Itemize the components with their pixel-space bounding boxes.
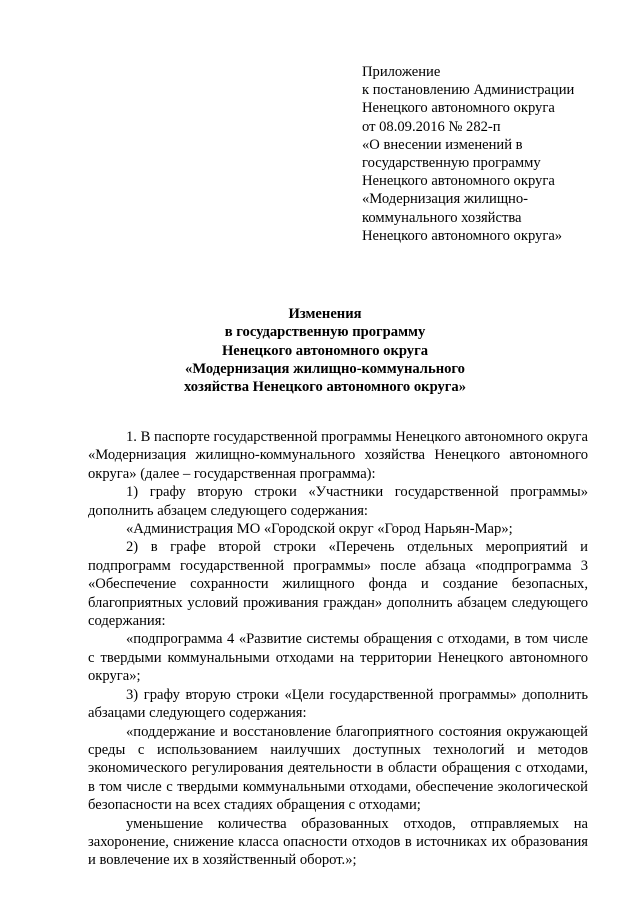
appendix-line: «О внесении изменений в xyxy=(362,136,523,153)
appendix-line: Ненецкого автономного округа xyxy=(362,100,555,117)
appendix-line: коммунального хозяйства xyxy=(362,209,522,226)
appendix-line: Ненецкого автономного округа» xyxy=(362,227,563,244)
title-line: хозяйства Ненецкого автономного округа» xyxy=(183,379,467,396)
paragraph: «Администрация МО «Городской округ «Город Нарьян-Мар»; xyxy=(126,521,513,538)
appendix-line: Ненецкого автономного округа xyxy=(362,173,555,190)
paragraph: 3) графу вторую строки «Цели государственной программы» дополнить абзацами следующего содержания: xyxy=(88,686,588,722)
title-line: Изменения xyxy=(288,306,362,322)
paragraph: 1. В паспорте государственной программы Ненецкого автономного округа «Модернизация жилищно-коммунального хозяйства Ненецкого автономного округа» (далее – государственная программа): xyxy=(88,429,589,482)
appendix-line: к постановлению Администрации xyxy=(362,82,575,99)
title-line: «Модернизация жилищно-коммунального xyxy=(185,360,465,377)
appendix-line: от 08.09.2016 № 282-п xyxy=(362,118,501,135)
paragraph: 2) в графе второй строки «Перечень отдельных мероприятий и подпрограмм государственной программы» после абзаца «подпрограмма 3 «Обеспечение сохранности жилищного фонда и создание безопасных, благоприятных условий проживания граждан» дополнить абзацем следующего содержания: xyxy=(88,539,588,630)
appendix-block xyxy=(362,63,622,245)
appendix-line: «Модернизация жилищно- xyxy=(362,191,529,208)
document-body xyxy=(88,428,588,870)
appendix-line: государственную программу xyxy=(362,154,541,171)
paragraph: уменьшение количества образованных отходов, отправляемых на захоронение, снижение класса опасности отходов в источниках их образования и вовлечение их в хозяйственный оборот.»; xyxy=(88,815,588,869)
paragraph: 1) графу вторую строки «Участники государственной программы» дополнить абзацем следующего содержания: xyxy=(88,484,588,519)
paragraph: «поддержание и восстановление благоприятного состояния окружающей среды с использованием наилучших доступных технологий и методов экономического регулирования деятельности в области обращения с отходами, в том числе с твердыми коммунальными отходами, обеспечение экологической безопасности на всех стадиях обращения с отходами; xyxy=(88,723,588,814)
title-line: в государственную программу xyxy=(224,324,426,341)
title-line: Ненецкого автономного округа xyxy=(221,342,429,359)
document-title xyxy=(60,305,590,396)
appendix-line: Приложение xyxy=(362,64,441,80)
paragraph: «подпрограмма 4 «Развитие системы обращения с отходами, в том числе с твердыми коммунальными отходами на территории Ненецкого автономного округа»; xyxy=(88,631,588,685)
